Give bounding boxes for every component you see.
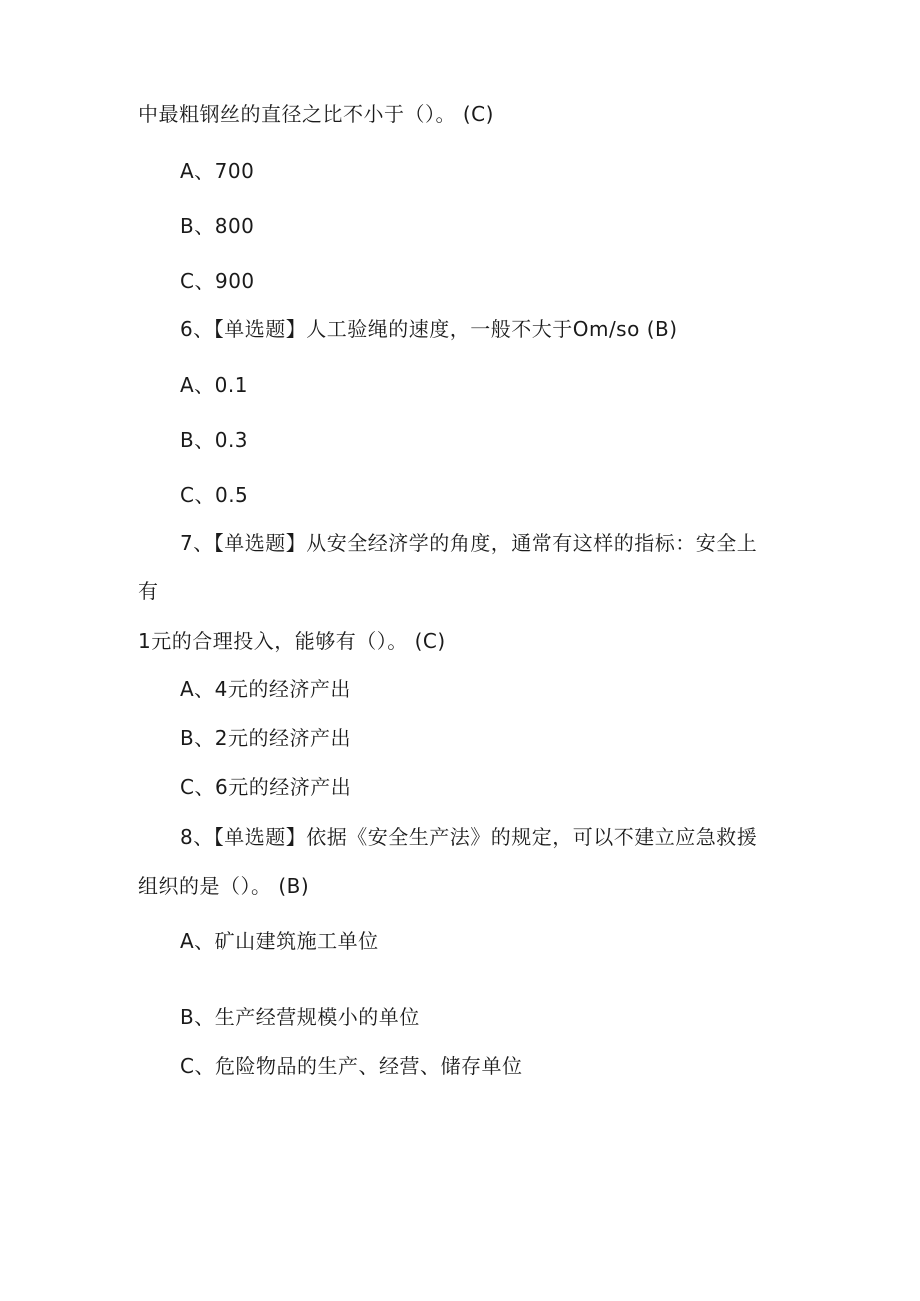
q6-option-b: B、0.3 xyxy=(180,428,249,452)
q7-option-a: A、4元的经济产出 xyxy=(180,677,351,701)
q6-option-c: C、0.5 xyxy=(180,483,249,507)
question-7-stem-line-3: 1元的合理投入，能够有（）。 (C) xyxy=(138,629,446,653)
question-5-stem-continuation: 中最粗钢丝的直径之比不小于（）。 (C) xyxy=(138,102,494,126)
q5-option-c: C、900 xyxy=(180,269,255,293)
question-7-stem-line-2: 有 xyxy=(138,579,159,603)
question-8-stem: 8、【单选题】依据《安全生产法》的规定，可以不建立应急救援 xyxy=(180,825,758,849)
q7-option-b: B、2元的经济产出 xyxy=(180,726,351,750)
q8-option-b: B、生产经营规模小的单位 xyxy=(180,1005,420,1029)
question-6-stem: 6、【单选题】人工验绳的速度，一般不大于Om/so (B) xyxy=(180,317,678,341)
question-7-stem: 7、【单选题】从安全经济学的角度，通常有这样的指标：安全上 xyxy=(180,531,758,555)
q8-option-c: C、危险物品的生产、经营、储存单位 xyxy=(180,1054,523,1078)
q5-option-b: B、800 xyxy=(180,214,255,238)
q6-option-a: A、0.1 xyxy=(180,373,248,397)
question-8-stem-line-2: 组织的是（）。 (B) xyxy=(138,874,310,898)
q7-option-c: C、6元的经济产出 xyxy=(180,775,352,799)
q8-option-a: A、矿山建筑施工单位 xyxy=(180,929,379,953)
q5-option-a: A、700 xyxy=(180,159,255,183)
